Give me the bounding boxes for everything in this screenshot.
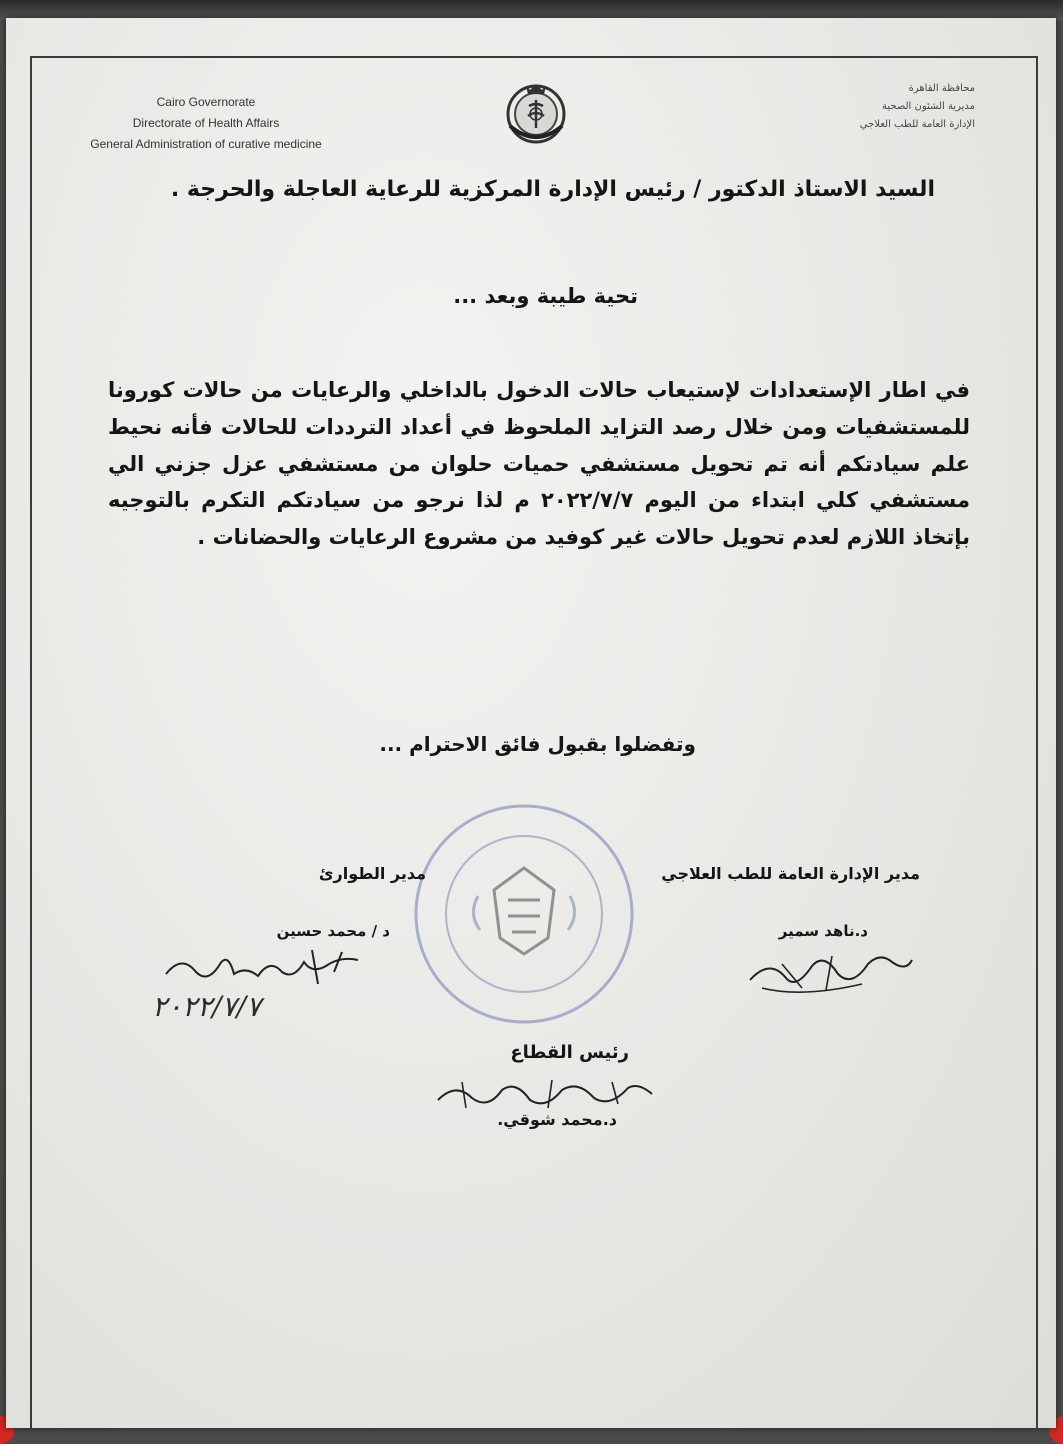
greeting-line: تحية طيبة وبعد ... — [453, 284, 638, 308]
handwritten-date: ٢٠٢٢/٧/٧ — [152, 990, 262, 1023]
signature-name-right: د / محمد حسين — [276, 922, 390, 940]
header-ar-line: الإدارة العامة للطب العلاجي — [859, 119, 975, 130]
header-en-line: Directorate of Health Affairs — [132, 116, 280, 130]
signature-name-left: د.ناهد سمير — [778, 922, 868, 940]
signature-name-bottom: د.محمد شوقي. — [497, 1110, 617, 1129]
handwritten-signature-bottom — [432, 1074, 656, 1114]
handwritten-signature-left — [162, 944, 362, 990]
signature-title-bottom: رئيس القطاع — [510, 1042, 629, 1063]
header-en-line: General Administration of curative medicine — [90, 137, 322, 151]
header-ar-line: مديرية الشئون الصحية — [881, 101, 975, 112]
official-stamp — [408, 798, 640, 1030]
signature-title-left: مدير الإدارة العامة للطب العلاجي — [661, 864, 920, 883]
letter-body: في اطار الإستعدادات لإستيعاب حالات الدخول بالداخلي والرعايات من حالات كورونا للمستشفيات ومن خلال رصد التزايد الملحوظ في أعداد الترددات للحالات فأنه نحيط علم سيادتكم أنه تم تحويل مستشفي حميات حلوان من مستشفي عزل جزني الي مستشفي كلي ابتداء من اليوم ٢٠٢٢/٧/٧ م لذا نرجو من سيادتكم التكرم بالتوجيه بإتخاذ اللازم لعدم تحويل حالات غير كوفيد من مشروع الرعايات والحضانات . — [108, 378, 971, 550]
header-ar-line: محافظة القاهرة — [908, 83, 975, 94]
header-en-line: Cairo Governorate — [156, 95, 256, 109]
photo-background — [0, 0, 1063, 20]
closing-line: وتفضلوا بقبول فائق الاحترام ... — [379, 732, 696, 756]
header-english — [56, 92, 356, 155]
header-arabic — [775, 80, 975, 134]
addressee-line: السيد الاستاذ الدكتور / رئيس الإدارة المركزية للرعاية العاجلة والحرجة . — [170, 177, 935, 202]
handwritten-signature-right — [742, 944, 918, 1004]
ministry-emblem-icon — [500, 76, 572, 148]
signature-title-right: مدير الطوارئ — [318, 864, 426, 883]
